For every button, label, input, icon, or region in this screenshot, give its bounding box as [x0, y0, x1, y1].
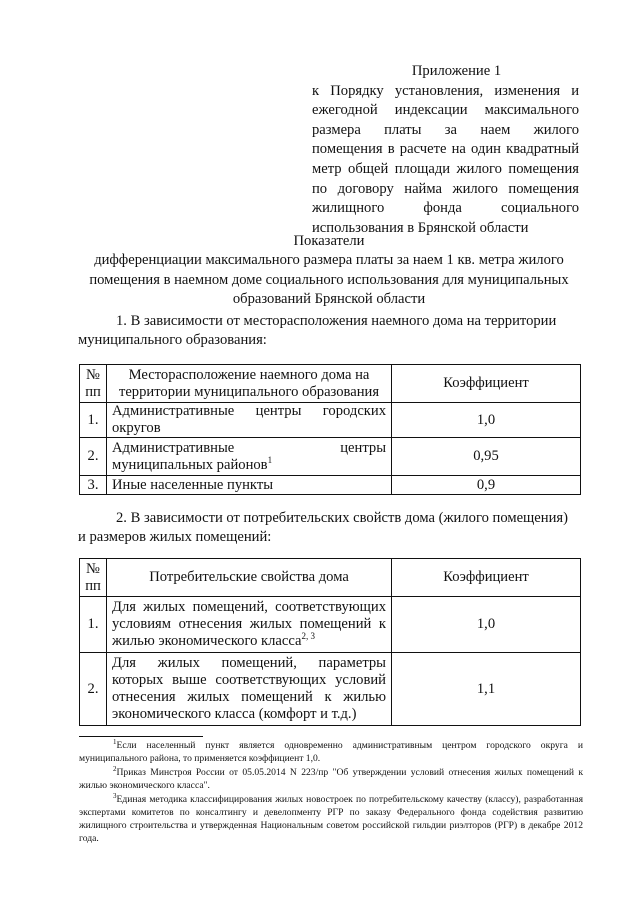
section-2-intro-rest: и размеров жилых помещений: [78, 529, 272, 546]
row-location: Административные центры городских округов [107, 403, 392, 438]
footnote-ref: 1 [267, 454, 273, 465]
appendix-line: к Порядку установления, изменения и [312, 82, 579, 99]
row-coefficient: 1,1 [392, 653, 581, 726]
row-num: 1. [80, 403, 107, 438]
footnotes [79, 739, 583, 846]
appendix-line: помещения в расчете на один квадратный [312, 141, 579, 158]
header-coefficient: Коэффициент [392, 365, 581, 403]
row-num: 2. [80, 438, 107, 476]
footnote: $^3$Единая методика классифицирования жилых новостроек по потребительскому качеству (классу), разработанная экспертами комитетов по консалтингу и девелопменту РГР по заказу Федерального фонда содействия развитию жилищного строительства и утвержденная Национальным советом российской гильдии риэлторов (РГР) в декабре 2012 года. [79, 791, 583, 844]
section-2-intro-first: 2. В зависимости от потребительских свойств дома (жилого помещения) [116, 510, 568, 526]
header-coefficient: Коэффициент [392, 559, 581, 597]
section-1-intro [78, 312, 580, 351]
row-location: Административные центры муниципальных районов$^1$ [107, 438, 392, 476]
table-row [80, 597, 581, 653]
heading-subtitle: дифференциации максимального размера платы за наем 1 кв. метра жилого помещения в наемном доме социального использования для муниципальных образований Брянской области [89, 252, 569, 308]
footnote: $^2$Приказ Минстроя России от 05.05.2014 N 223/пр "Об утверждении условий отнесения жилых помещений к жилью экономического класса". [79, 764, 583, 791]
appendix-line: по договору найма жилого помещения [312, 180, 579, 197]
header-properties: Потребительские свойства дома [107, 559, 392, 597]
appendix-title: Приложение 1 [411, 63, 502, 79]
footnote-ref: 2, 3 [301, 631, 315, 642]
row-coefficient: 0,95 [392, 438, 581, 476]
appendix-line: жилищного фонда социального [312, 200, 579, 217]
heading-title: Показатели [293, 233, 365, 249]
properties-coefficient-table [79, 558, 581, 726]
document-heading [78, 232, 580, 310]
row-num: 1. [80, 597, 107, 653]
table-row [80, 403, 581, 438]
appendix-block [312, 62, 579, 238]
row-properties: Для жилых помещений, соответствующих условиям отнесения жилых помещений к жилью экономического класса$^{2, 3}$ [107, 597, 392, 653]
appendix-line: размера платы за наем жилого [312, 121, 579, 138]
table-row [80, 653, 581, 726]
row-coefficient: 1,0 [392, 597, 581, 653]
row-coefficient: 1,0 [392, 403, 581, 438]
section-1-intro-rest: муниципального образования: [78, 332, 267, 349]
row-num: 3. [80, 476, 107, 495]
row-location: Иные населенные пункты [107, 476, 392, 495]
section-2-intro [78, 509, 580, 548]
table-row [80, 476, 581, 495]
section-1-intro-first: 1. В зависимости от месторасположения наемного дома на территории [116, 313, 557, 329]
footnote: $^1$Если населенный пункт является одновременно административным центром городского округа и муниципального района, то применяется коэффициент 1,0. [79, 737, 583, 764]
appendix-line: использования в Брянской области [312, 219, 529, 236]
appendix-line: метр общей площади жилого помещения [312, 160, 579, 177]
header-location: Месторасположение наемного дома на территории муниципального образования [107, 365, 392, 403]
row-coefficient: 0,9 [392, 476, 581, 495]
table-header-row [80, 365, 581, 403]
appendix-line: ежегодной индексации максимального [312, 102, 579, 119]
footnote-separator [79, 736, 203, 737]
header-num: № пп [80, 559, 107, 597]
row-properties: Для жилых помещений, параметры которых выше соответствующих условий отнесения жилых помещений к жилью экономического класса (комфорт и т.д.) [107, 653, 392, 726]
table-row [80, 438, 581, 476]
location-coefficient-table [79, 364, 581, 495]
header-num: № пп [80, 365, 107, 403]
row-num: 2. [80, 653, 107, 726]
table-header-row [80, 559, 581, 597]
appendix-text [312, 82, 579, 239]
